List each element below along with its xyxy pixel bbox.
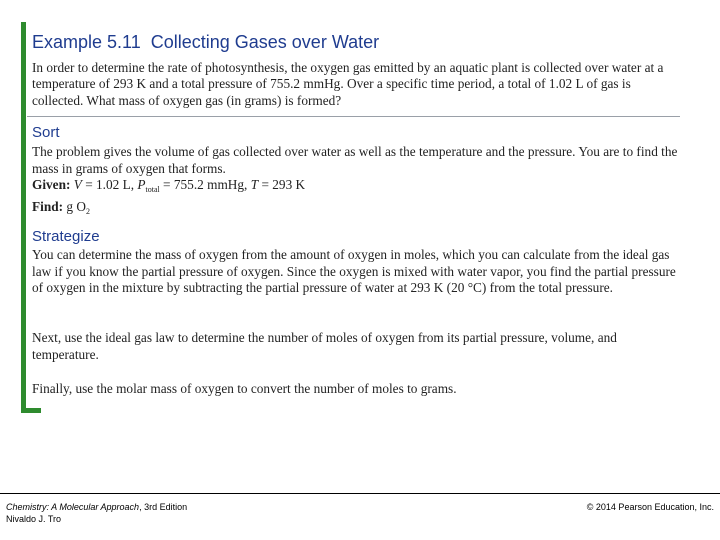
given-p-subscript: total xyxy=(145,185,160,194)
find-text: g O xyxy=(63,198,86,214)
strategize-paragraph-1: You can determine the mass of oxygen from the amount of oxygen in moles, which you can calculate from the ideal gas law if you know the partial pressure of oxygen. Since the oxygen is mixed with water vapor, you find the partial pressure of oxygen in the mixture by subtracting the partial pressure of water at 293 K (20 °C) from the total pressure. xyxy=(32,247,676,295)
strategize-heading: Strategize xyxy=(32,228,100,245)
sort-heading: Sort xyxy=(32,124,60,141)
slide-title xyxy=(32,32,379,53)
book-author: Nivaldo J. Tro xyxy=(6,513,62,524)
given-p-symbol: P xyxy=(137,177,146,192)
footer-copyright: © 2014 Pearson Education, Inc. xyxy=(586,502,714,512)
left-accent-bar xyxy=(21,22,26,413)
sort-section xyxy=(32,144,678,220)
example-title: Collecting Gases over Water xyxy=(150,32,380,52)
problem-statement: In order to determine the rate of photosynthesis, the oxygen gas emitted by an aquatic plant is collected over water at a temperature of 293 K and a total pressure of 755.2 mmHg. Over a specific time period, a total of 1.02 L of gas is collected. What mass of oxygen gas (in grams) is formed? xyxy=(32,60,664,108)
book-title: Chemistry: A Molecular Approach xyxy=(6,502,140,512)
given-t-value: = 293 K xyxy=(258,177,306,192)
find-subscript: 2 xyxy=(85,206,90,216)
divider-rule xyxy=(27,116,680,117)
find-label: Find: xyxy=(32,198,64,214)
given-line xyxy=(32,177,678,199)
book-edition: , 3rd Edition xyxy=(139,502,188,512)
left-accent-foot xyxy=(21,408,41,413)
find-line xyxy=(32,199,678,221)
footer-citation xyxy=(6,502,187,525)
given-label: Given: xyxy=(32,177,71,192)
strategize-paragraph-2: Next, use the ideal gas law to determine the number of moles of oxygen from its partial pressure, volume, and temperature. xyxy=(32,330,617,362)
given-v-symbol: V xyxy=(73,177,82,192)
footer-rule xyxy=(0,493,720,494)
given-t-symbol: T xyxy=(250,177,259,192)
given-v-value: = 1.02 L, xyxy=(81,177,138,192)
strategize-paragraph-3: Finally, use the molar mass of oxygen to convert the number of moles to grams. xyxy=(32,381,457,396)
sort-text: The problem gives the volume of gas collected over water as well as the temperature and the pressure. You are to find the mass in grams of oxygen that forms. xyxy=(32,144,678,176)
given-p-value: = 755.2 mmHg, xyxy=(159,177,251,192)
example-number: Example 5.11 xyxy=(32,32,141,52)
